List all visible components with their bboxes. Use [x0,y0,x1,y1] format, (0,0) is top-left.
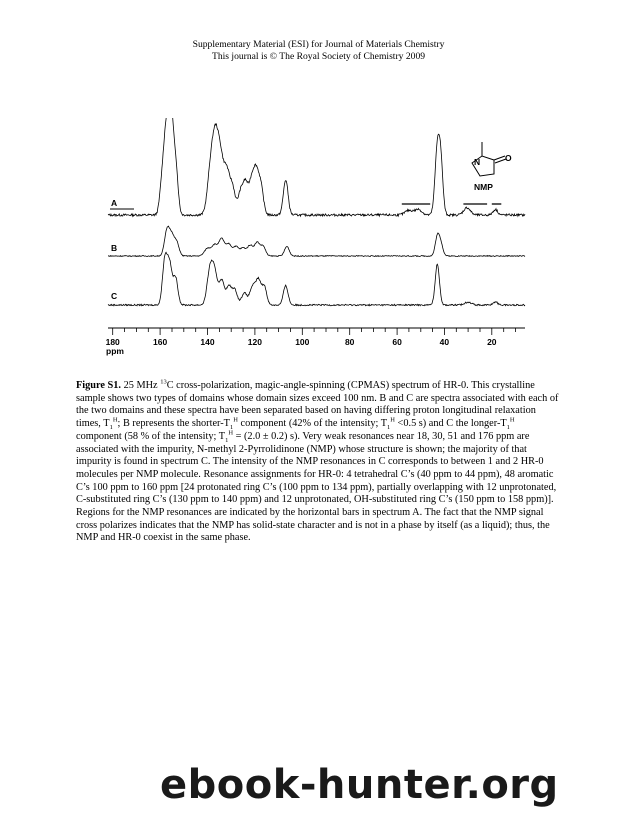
caption-text: component (42% of the intensity; T [237,418,388,430]
caption-sub: 1 [229,424,234,432]
tick-label: 100 [295,337,310,347]
tick-label: 140 [200,337,215,347]
caption-text: = (2.0 ± 0.2) s). Very weak resonances near 18, 30, 51 and 176 ppm are associated with the impurity, N-methyl 2-Pyrrolidinone (NMP) whose structure is shown; the majority of that impurity is found in spectrum C. The intensity of the NMP resonances in C corresponds to between 1 and 2 HR-0 molecules per NMP molecule. Resonance assignments for HR-0: 4 tetrahedral C’s (40 ppm to 44 ppm), 48 aromatic C’s 100 ppm to 160 ppm [24 protonated ring C’s (100 ppm to 134 ppm), partially overlapping with 12 unprotonated, C-substituted ring C’s (130 ppm to 140 ppm) and 12 unprotonated, OH-substituted ring C’s (150 ppm to 158 ppm)]. Regions for the NMP resonances are indicated by the horizontal bars in spectrum A. The fact that the NMP signal cross polarizes indicates that the NMP has solid-state character and is not in a phase by itself (as a liquid); thus, the NMP and HR-0 coexist in the same phase. [76,430,557,544]
spectrum-label-c: C [111,291,118,301]
caption-sup: H [509,416,515,424]
tick-label: 80 [344,337,355,347]
tick-label: 20 [487,337,497,347]
caption-text: ; B represents the shorter-T [117,418,230,430]
caption-sup: H [112,416,118,424]
watermark-text: ebook-hunter.org [160,762,559,808]
nmr-spectrum-figure [100,118,540,358]
tick-label: 160 [153,337,168,347]
nmp-structure-icon [472,142,512,176]
caption-sub: 1 [225,436,229,444]
page-header-line-2: This journal is © The Royal Society of Chemistry 2009 [211,51,426,62]
spectrum-label-a: A [111,198,118,208]
caption-sub: 1 [506,424,510,432]
tick-label: 40 [439,337,450,347]
spectrum-trace-b [108,226,525,256]
nmp-o-atom: O [505,153,512,163]
tick-label: 60 [392,337,402,347]
caption-sub: 1 [387,424,391,432]
spectrum-trace-a [108,118,525,216]
axis-unit-label: ppm [106,346,124,356]
caption-text: 25 MHz [121,380,161,391]
caption-sub: 1 [109,424,113,432]
caption-text: C cross-polarization, magic-angle-spinning (CPMAS) spectrum of HR-0. This crystalline sample shows two types of domains whose domain sizes exceed 100 nm. B and C are spectra associated with each of the two domains and these spectra have been separated based on having differing proton longitudinal relaxation times, T [76,380,559,430]
spectrum-trace-c [108,252,525,305]
nmp-label: NMP [474,182,493,192]
figure-caption [76,380,562,545]
tick-label: 180 [105,337,120,347]
caption-title: Figure S1. [76,380,122,391]
tick-label: 120 [247,337,262,347]
nmr-spectrum-svg [100,118,540,358]
caption-sup: H [390,416,395,424]
caption-sup: H [233,416,238,424]
page-header-line-1: Supplementary Material (ESI) for Journal of Materials Chemistry [192,39,445,50]
caption-sup: 13 [160,378,167,386]
spectrum-label-b: B [111,243,118,253]
caption-text: <0.5 s) and C the longer-T [394,418,507,430]
caption-sup: H [228,429,234,437]
nmp-n-atom: N [474,157,481,167]
caption-text: component (58 % of the intensity; T [76,430,226,442]
